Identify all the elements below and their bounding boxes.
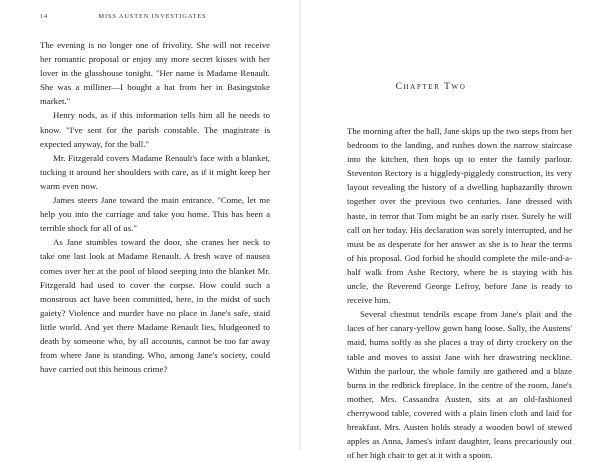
paragraph: James steers Jane toward the main entrance. "Come, let me help you into the carriage and take you home. This has been a terrible shock for all of us." [40,195,270,234]
chapter-heading: Chapter Two [395,82,467,92]
right-text-block [347,124,572,462]
page-gutter [299,0,301,450]
running-head [40,13,265,23]
paragraph: The evening is no longer one of frivolity. She will not receive her romantic proposal or enjoy any more secret kisses with her lover in the glasshouse tonight. "Her name is Madame Renault. She was a milliner—I bought a hat from her in Basingstoke market." [40,40,270,107]
paragraph: The morning after the ball, Jane skips up the two steps from her bedroom to the landing, and rushes down the narrow staircase into the kitchen, then hops up to enter the family parlour. Steventon Rectory is a higgledy-piggledy construction, its very layout revealing the history of a dwelling haphazardly thrown together over the previous two centuries. Jane dressed with haste, in terror that Tom might be an early riser. Surely he will call on her today. His declaration was sorely interrupted, and he must be as desperate for her answer as she is to hear the terms of his proposal. God forbid he should complete the mile-and-a-half walk from Ashe Rectory, where he is staying with his uncle, the Reverend George Lefroy, before Jane is ready to receive him. [347,126,572,306]
left-text-block [40,38,270,376]
paragraph: As Jane stumbles toward the door, she cranes her neck to take one last look at Madame Renault. A fresh wave of nausea comes over her at the pool of blood seeping into the blanket Mr. Fitzgerald had used to cover the corpse. How could such a monstrous act have been committed, here, in the midst of such gaiety? Violence and murder have no place in Jane's safe, staid little world. And yet there Madame Renault lies, bludgeoned to death by someone who, by all accounts, cannot be too far away from where Jane is standing. Who, among Jane's society, could have carried out this heinous crime? [40,237,270,375]
paragraph: Mr. Fitzgerald covers Madame Renault's face with a blanket, tucking it around her shoulders with care, as if it might keep her warm even now. [40,152,270,191]
paragraph: Henry nods, as if this information tells him all he needs to know. "I've sent for the parish constable. The magistrate is expected anyway, for the ball." [40,110,270,149]
paragraph: Several chestnut tendrils escape from Jane's plait and the laces of her canary-yellow gown hang loose. Sally, the Austens' maid, hums softly as she places a tray of dirty crockery on the table and moves to assist Jane with her drawstring neckline. Within the parlour, the whole family are gathered and a blaze burns in the redbrick fireplace. In the centre of the room, Jane's mother, Mrs. Cassandra Austen, sits at an old-fashioned cherrywood table, covered with a plain linen cloth and laid for breakfast. Mrs. Austen holds steady a wooden bowl of stewed apples as Anna, James's infant daughter, leans precariously out of her high chair to get at it with a spoon. [347,309,572,461]
page-number: 14 [40,13,49,20]
running-title: MISS AUSTEN INVESTIGATES [98,13,207,20]
